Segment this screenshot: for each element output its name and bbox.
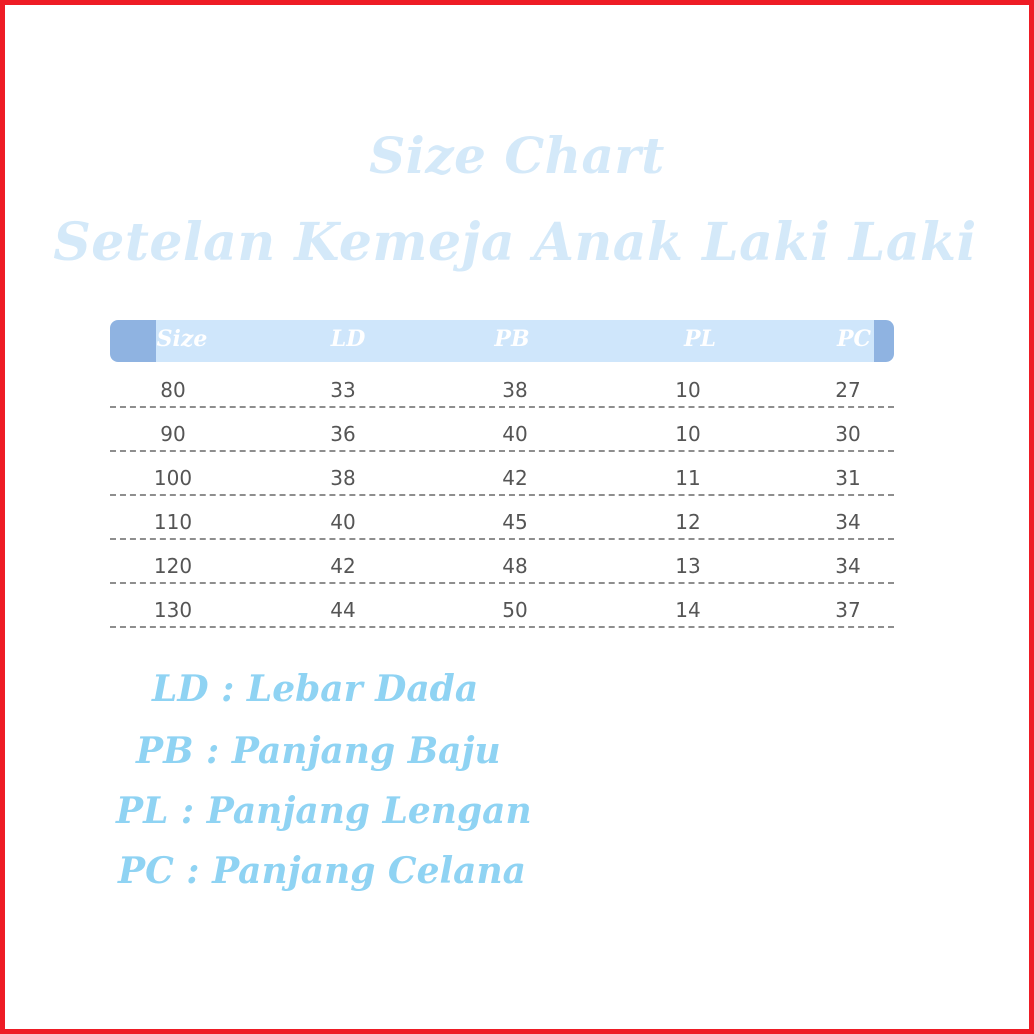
cell-pc: 37 — [835, 598, 861, 622]
legend-pl: PL : Panjang Lengan — [116, 790, 532, 832]
cell-pl: 10 — [675, 378, 701, 402]
cell-pc: 34 — [835, 510, 861, 534]
header-cap-left — [110, 320, 156, 362]
header-pc: PC — [836, 326, 872, 352]
cell-pl: 10 — [675, 422, 701, 446]
cell-size: 130 — [153, 598, 193, 622]
cell-ld: 33 — [330, 378, 356, 402]
cell-pc: 31 — [835, 466, 861, 490]
table-row — [110, 452, 894, 496]
table-row — [110, 584, 894, 628]
cell-size: 80 — [160, 378, 186, 402]
header-ld: LD — [330, 326, 366, 352]
legend-pc: PC : Panjang Celana — [118, 850, 526, 892]
chart-title: Size Chart — [369, 126, 665, 185]
cell-ld: 36 — [330, 422, 356, 446]
header-pl: PL — [683, 326, 717, 352]
cell-pc: 30 — [835, 422, 861, 446]
cell-pc: 27 — [835, 378, 861, 402]
cell-pb: 42 — [502, 466, 528, 490]
cell-ld: 44 — [330, 598, 356, 622]
header-cap-right — [874, 320, 894, 362]
cell-size: 120 — [153, 554, 193, 578]
header-pb: PB — [494, 326, 530, 352]
cell-size: 110 — [153, 510, 193, 534]
cell-pb: 45 — [502, 510, 528, 534]
table-header — [110, 320, 894, 362]
cell-pl: 11 — [675, 466, 701, 490]
legend-pb: PB : Panjang Baju — [136, 730, 501, 772]
cell-ld: 42 — [330, 554, 356, 578]
cell-ld: 40 — [330, 510, 356, 534]
cell-pb: 40 — [502, 422, 528, 446]
cell-pb: 48 — [502, 554, 528, 578]
cell-pl: 14 — [675, 598, 701, 622]
cell-size: 90 — [160, 422, 186, 446]
cell-pb: 50 — [502, 598, 528, 622]
table-row — [110, 496, 894, 540]
header-size: Size — [156, 326, 208, 352]
legend-ld: LD : Lebar Dada — [152, 668, 479, 710]
cell-pb: 38 — [502, 378, 528, 402]
cell-ld: 38 — [330, 466, 356, 490]
cell-pl: 13 — [675, 554, 701, 578]
cell-size: 100 — [153, 466, 193, 490]
chart-subtitle: Setelan Kemeja Anak Laki Laki — [53, 212, 977, 273]
cell-pc: 34 — [835, 554, 861, 578]
table-row — [110, 364, 894, 408]
table-row — [110, 540, 894, 584]
cell-pl: 12 — [675, 510, 701, 534]
table-row — [110, 408, 894, 452]
